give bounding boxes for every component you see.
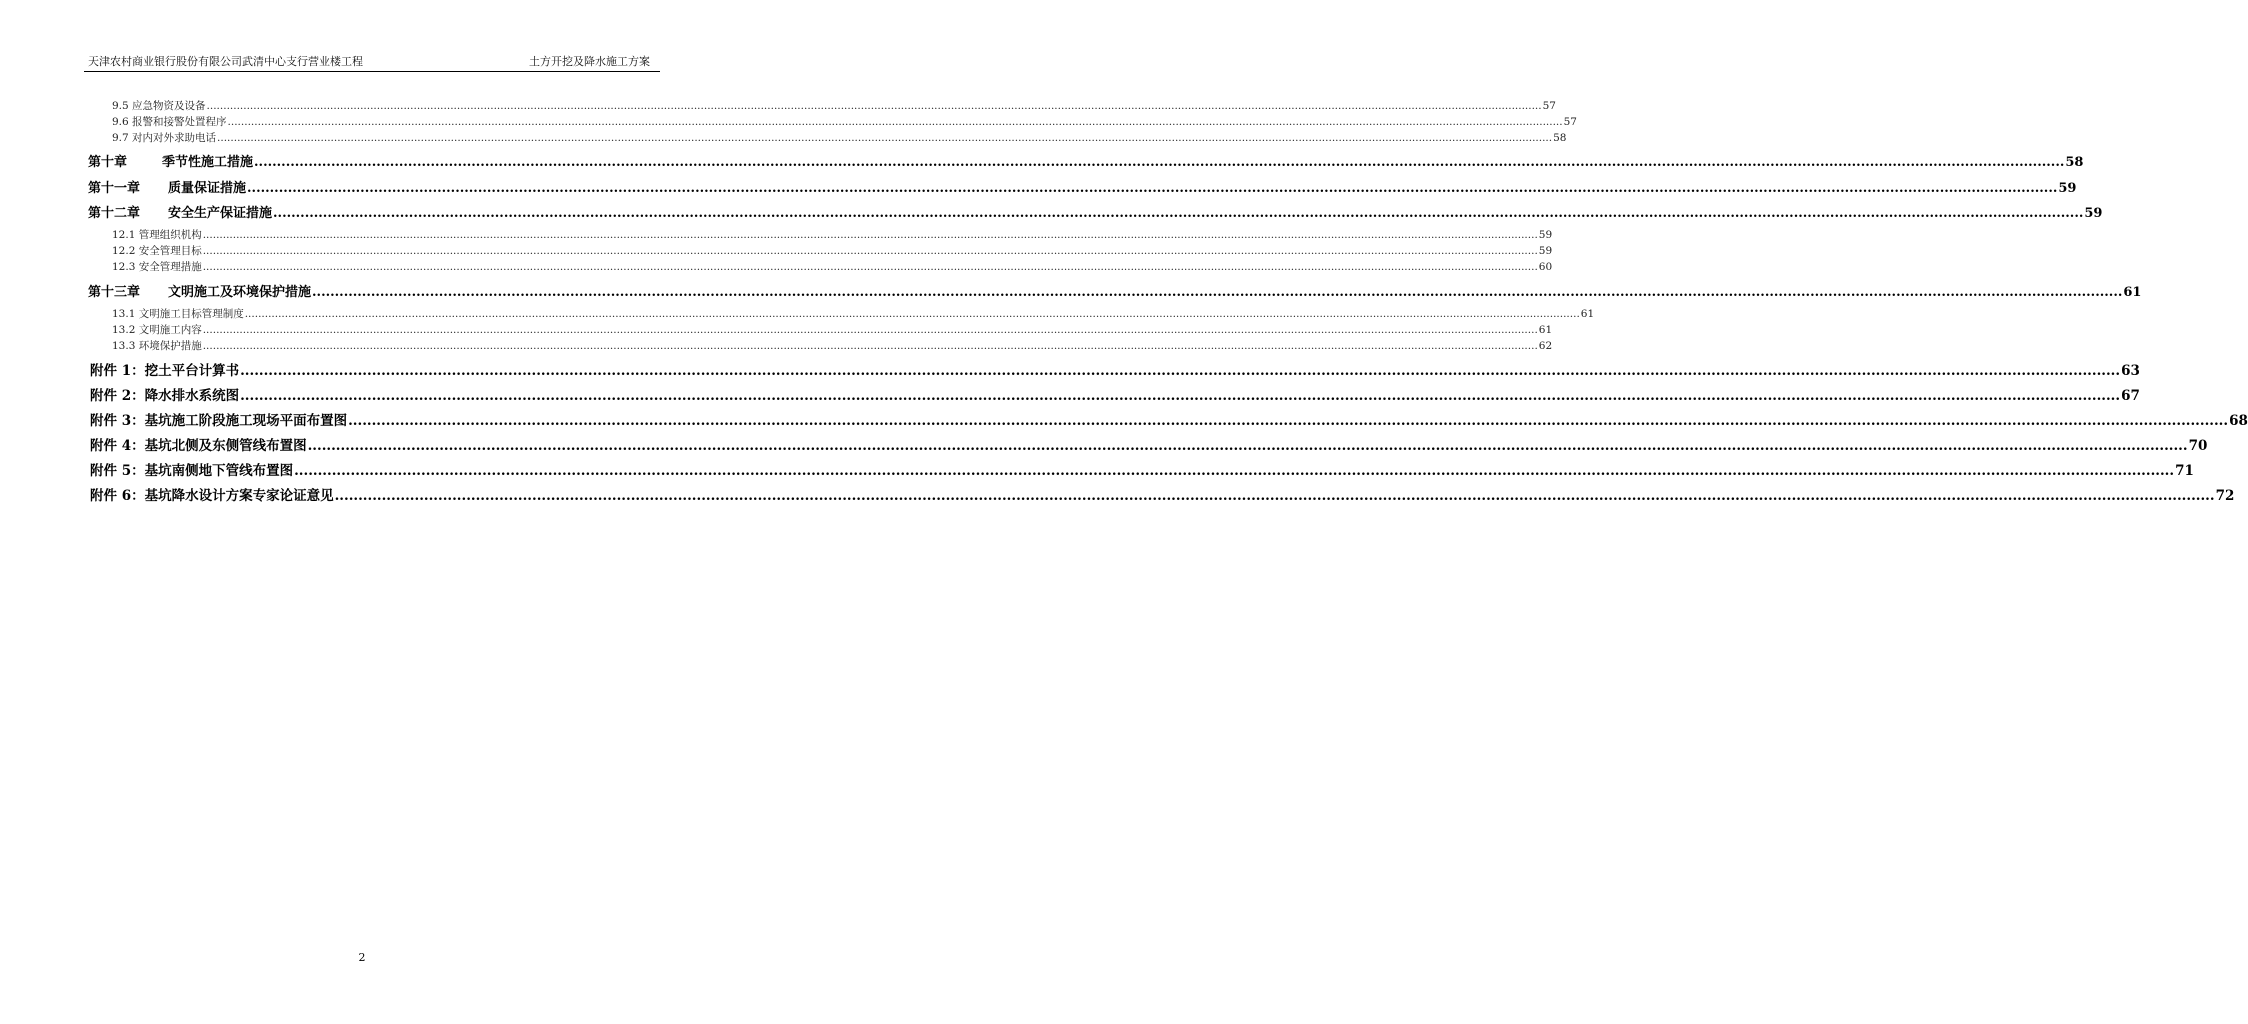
toc-entry-title: 9.7 对内对外求助电话: [112, 132, 217, 144]
toc-chapter-entry[interactable]: [88, 281, 2142, 300]
toc-leader-dots: ................................................................................................................................................................................................................................................................................................................................................................................................................: [247, 181, 2058, 196]
toc-leader-dots: ................................................................................................................................................................................................................................................................................................................................................................................................................: [202, 245, 1538, 257]
toc-leader-dots: ................................................................................................................................................................................................................................................................................................................................................................................................................: [202, 324, 1538, 336]
toc-chapter-number: 第十三章: [88, 285, 141, 300]
toc-leader-dots: ................................................................................................................................................................................................................................................................................................................................................................................................................: [227, 116, 1563, 128]
toc-entry-title: 13.3 环境保护措施: [112, 340, 202, 352]
toc-leader-dots: ................................................................................................................................................................................................................................................................................................................................................................................................................: [334, 488, 2215, 504]
toc-entry[interactable]: [112, 338, 1553, 353]
toc-chapter-entry[interactable]: [88, 177, 2077, 196]
toc-entry-title: 13.1 文明施工目标管理制度: [112, 308, 244, 320]
toc-chapter-title: 季节性施工措施: [162, 155, 254, 170]
toc-appendix-entry[interactable]: [90, 409, 2248, 429]
toc-leader-dots: ................................................................................................................................................................................................................................................................................................................................................................................................................: [273, 206, 2084, 221]
header-divider: [84, 71, 660, 72]
toc-leader-dots: ................................................................................................................................................................................................................................................................................................................................................................................................................: [202, 261, 1538, 273]
toc-chapter-heading: [88, 177, 246, 196]
toc-entry-page: 59: [1538, 245, 1553, 257]
toc-leader-dots: ................................................................................................................................................................................................................................................................................................................................................................................................................: [217, 132, 1553, 144]
toc-entry-page: 59: [1538, 229, 1553, 241]
toc-chapter-number: 第十一章: [88, 181, 141, 196]
header-document-title: 土方开挖及降水施工方案: [529, 55, 650, 68]
toc-appendix-entry[interactable]: [90, 459, 2194, 479]
toc-entry[interactable]: [112, 130, 1567, 145]
toc-entry-page: 61: [2123, 285, 2142, 300]
page-number: 2: [358, 951, 366, 964]
toc-leader-dots: ................................................................................................................................................................................................................................................................................................................................................................................................................: [240, 388, 2121, 404]
toc-leader-dots: ................................................................................................................................................................................................................................................................................................................................................................................................................: [312, 285, 2123, 300]
toc-chapter-title: 安全生产保证措施: [168, 206, 273, 221]
toc-entry-title: 12.3 安全管理措施: [112, 261, 202, 273]
toc-entry-title: 9.6 报警和接警处置程序: [112, 116, 227, 128]
toc-chapter-number: 第十二章: [88, 206, 141, 221]
toc-leader-dots: ................................................................................................................................................................................................................................................................................................................................................................................................................: [240, 363, 2121, 379]
toc-entry-title: 12.2 安全管理目标: [112, 245, 202, 257]
toc-entry-title: 9.5 应急物资及设备: [112, 100, 206, 112]
toc-entry-page: 62: [1538, 340, 1553, 352]
toc-appendix-title: 附件 3：基坑施工阶段施工现场平面布置图: [90, 413, 348, 429]
toc-leader-dots: ................................................................................................................................................................................................................................................................................................................................................................................................................: [294, 463, 2175, 479]
toc-appendix-entry[interactable]: [90, 434, 2208, 454]
toc-leader-dots: ................................................................................................................................................................................................................................................................................................................................................................................................................: [348, 413, 2229, 429]
toc-appendix-title: 附件 4：基坑北侧及东侧管线布置图: [90, 438, 307, 454]
toc-leader-dots: ................................................................................................................................................................................................................................................................................................................................................................................................................: [206, 100, 1542, 112]
toc-entry-page: 60: [1538, 261, 1553, 273]
toc-entry-page: 57: [1542, 100, 1556, 112]
toc-appendix-entry[interactable]: [90, 359, 2140, 379]
toc-chapter-heading: [88, 202, 272, 221]
toc-entry-page: 59: [2084, 206, 2103, 221]
toc-leader-dots: ................................................................................................................................................................................................................................................................................................................................................................................................................: [202, 229, 1538, 241]
toc-chapter-number: 第十章: [88, 155, 128, 170]
toc-chapter-title: 质量保证措施: [168, 181, 247, 196]
toc-appendix-entry[interactable]: [90, 384, 2140, 404]
toc-appendix-title: 附件 5：基坑南侧地下管线布置图: [90, 463, 294, 479]
toc-entry[interactable]: [112, 114, 1577, 129]
toc-entry-page: 70: [2188, 438, 2208, 454]
toc-entry[interactable]: [112, 322, 1553, 337]
toc-appendix-title: 附件 1：挖土平台计算书: [90, 363, 240, 379]
toc-appendix-title: 附件 2：降水排水系统图: [90, 388, 240, 404]
toc-chapter-entry[interactable]: [88, 151, 2084, 170]
toc-entry[interactable]: [112, 259, 1553, 274]
toc-entry[interactable]: [112, 98, 1556, 113]
toc-entry-page: 71: [2175, 463, 2194, 479]
toc-entry-page: 61: [1538, 324, 1553, 336]
toc-leader-dots: ................................................................................................................................................................................................................................................................................................................................................................................................................: [244, 308, 1580, 320]
toc-leader-dots: ................................................................................................................................................................................................................................................................................................................................................................................................................: [202, 340, 1538, 352]
toc-entry[interactable]: [112, 306, 1595, 321]
header-project-title: 天津农村商业银行股份有限公司武清中心支行营业楼工程: [88, 55, 363, 68]
toc-entry-page: 58: [2065, 155, 2084, 170]
toc-entry-page: 61: [1580, 308, 1595, 320]
toc-entry[interactable]: [112, 227, 1553, 242]
toc-entry-page: 63: [2121, 363, 2140, 379]
toc-chapter-title: 文明施工及环境保护措施: [168, 285, 312, 300]
toc-entry-page: 68: [2229, 413, 2248, 429]
toc-entry[interactable]: [112, 243, 1553, 258]
toc-chapter-heading: [88, 281, 311, 300]
toc-entry-page: 57: [1563, 116, 1577, 128]
toc-appendix-entry[interactable]: [90, 484, 2235, 504]
toc-entry-page: 67: [2121, 388, 2140, 404]
toc-appendix-title: 附件 6：基坑降水设计方案专家论证意见: [90, 488, 334, 504]
toc-entry-page: 72: [2215, 488, 2235, 504]
toc-entry-page: 58: [1553, 132, 1567, 144]
toc-leader-dots: ................................................................................................................................................................................................................................................................................................................................................................................................................: [307, 438, 2188, 454]
toc-chapter-heading: [88, 151, 253, 170]
toc-chapter-entry[interactable]: [88, 202, 2103, 221]
toc-leader-dots: ................................................................................................................................................................................................................................................................................................................................................................................................................: [254, 155, 2065, 170]
toc-entry-title: 13.2 文明施工内容: [112, 324, 202, 336]
toc-entry-page: 59: [2058, 181, 2077, 196]
toc-entry-title: 12.1 管理组织机构: [112, 229, 202, 241]
page-header: [84, 54, 660, 70]
